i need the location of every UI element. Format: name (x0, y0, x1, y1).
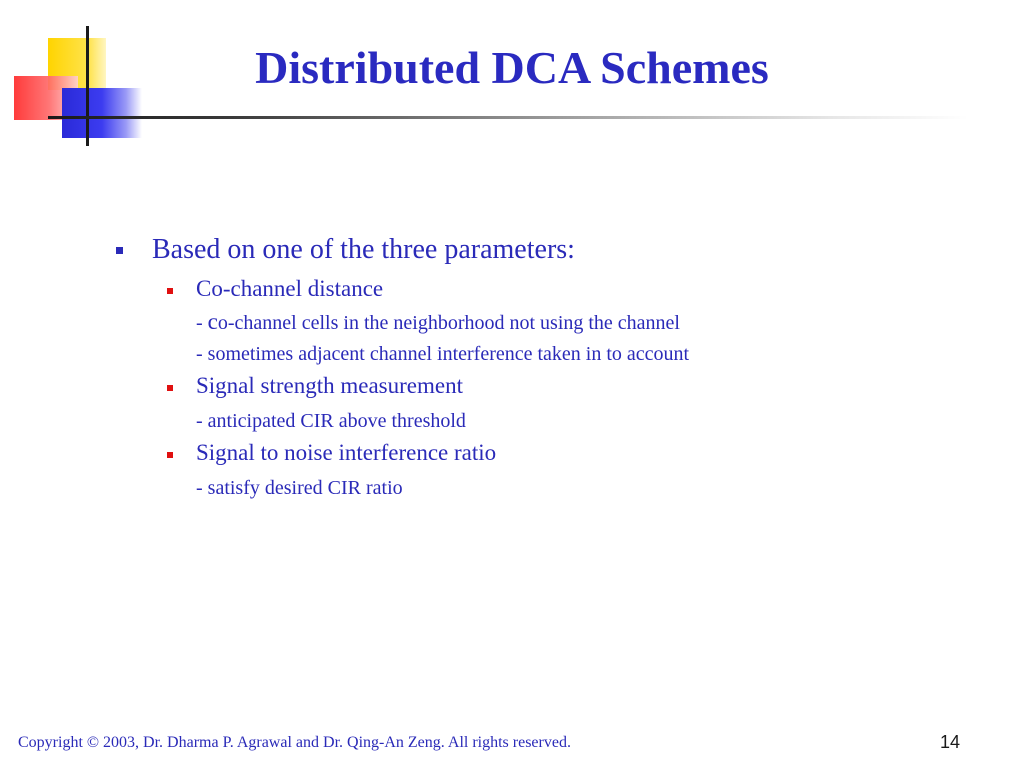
slide-body (112, 232, 932, 501)
small-square-bullet-icon (167, 288, 173, 294)
square-bullet-icon (116, 247, 123, 254)
bullet-text: Based on one of the three parameters: (152, 234, 575, 265)
sub-bullet-item (112, 274, 932, 304)
note-text: - anticipated CIR above threshold (196, 410, 466, 432)
sub-bullet-text: Signal to noise interference ratio (196, 440, 497, 465)
slide-title (0, 40, 1024, 96)
sub-bullet-text: Signal strength measurement (196, 373, 463, 398)
sub-bullet-item (112, 371, 932, 401)
note-line (112, 408, 932, 434)
slide-title-text: Distributed DCA Schemes (255, 42, 769, 93)
sub-bullet-text: Co-channel distance (196, 276, 384, 301)
title-underline-rule (48, 116, 968, 119)
page-number: 14 (940, 732, 961, 752)
copyright-footer: Copyright © 2003, Dr. Dharma P. Agrawal and Dr. Qing-An Zeng. All rights reserved. (18, 734, 571, 751)
note-capital: c (207, 309, 218, 334)
bullet-item (112, 232, 932, 268)
small-square-bullet-icon (167, 452, 173, 458)
note-line (112, 341, 932, 367)
note-prefix: - (196, 312, 208, 334)
note-line (112, 309, 932, 336)
small-square-bullet-icon (167, 385, 173, 391)
note-text: o-channel cells in the neighborhood not using the channel (217, 312, 680, 334)
sub-bullet-item (112, 438, 932, 468)
note-text: - sometimes adjacent channel interference taken in to account (196, 343, 690, 365)
note-line (112, 475, 932, 501)
note-text: - satisfy desired CIR ratio (196, 477, 403, 499)
